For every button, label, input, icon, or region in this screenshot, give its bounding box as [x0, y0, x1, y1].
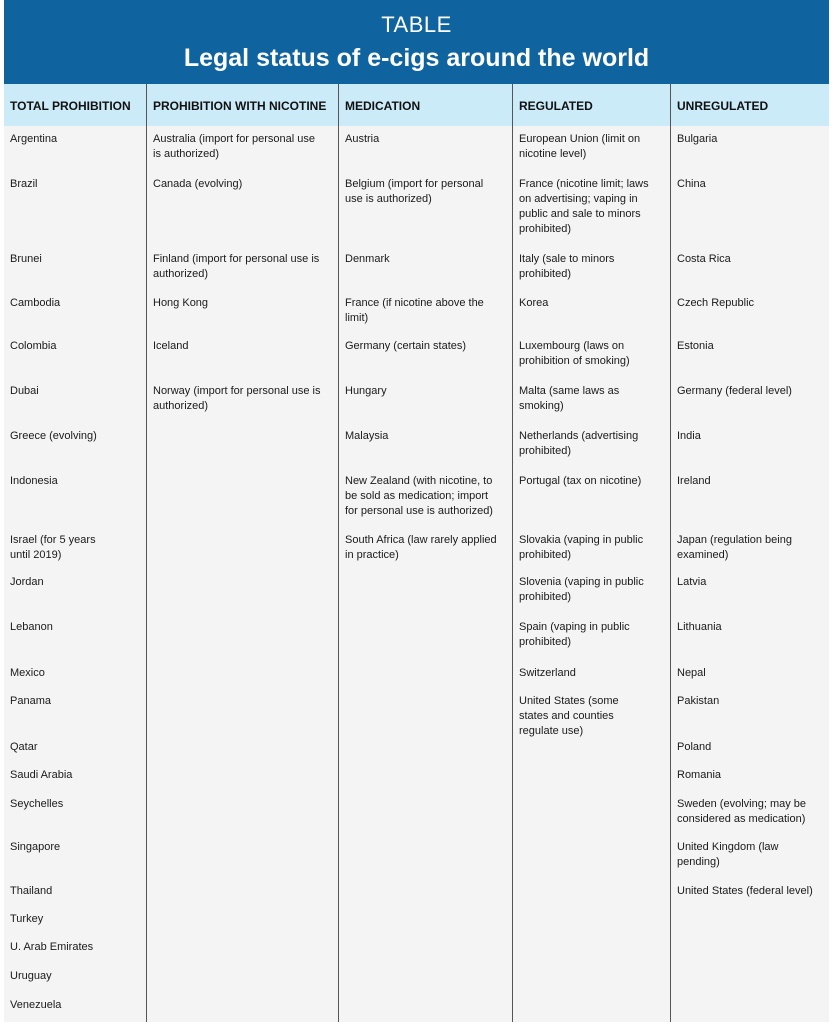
table-cell: Belgium (import for personal use is authorized): [345, 178, 484, 205]
table-cell: U. Arab Emirates: [10, 941, 94, 953]
table-cell: Costa Rica: [677, 253, 731, 265]
table-cell: Thailand: [10, 885, 53, 897]
table-cell: Germany (federal level): [677, 385, 792, 397]
table-kicker: TABLE: [381, 12, 452, 37]
column-divider: [146, 84, 147, 1022]
table-cell: Australia (import for personal use is authorized): [153, 133, 316, 160]
table-cell: United States (some states and counties regulate use): [519, 695, 619, 737]
table-cell: Nepal: [677, 667, 706, 679]
table-cell: Slovenia (vaping in public prohibited): [519, 576, 644, 603]
table-cell: Lebanon: [10, 621, 53, 633]
table-cell: Hungary: [345, 385, 387, 397]
table-cell: Korea: [519, 297, 549, 309]
table-cell: Panama: [10, 695, 51, 707]
table-cell: Denmark: [345, 253, 390, 265]
table-cell: Latvia: [677, 576, 707, 588]
table-cell: Turkey: [10, 913, 44, 925]
table-cell: South Africa (law rarely applied in practice): [345, 534, 497, 561]
table-cell: Hong Kong: [153, 297, 209, 309]
table-cell: India: [677, 430, 701, 442]
table-cell: China: [677, 178, 706, 190]
table-cell: Malta (same laws as smoking): [519, 385, 620, 412]
table-cell: Colombia: [10, 340, 57, 352]
table-cell: Austria: [345, 133, 380, 145]
table-cell: Lithuania: [677, 621, 722, 633]
table-cell: Israel (for 5 years until 2019): [10, 534, 96, 561]
table-cell: New Zealand (with nicotine, to be sold as medication; import for personal use is authorized): [345, 475, 493, 517]
table-cell: Switzerland: [519, 667, 576, 679]
table-cell: Qatar: [10, 741, 38, 753]
table-header-banner: [4, 0, 829, 84]
table-cell: Brazil: [10, 178, 38, 190]
table-cell: Bulgaria: [677, 133, 718, 145]
column-divider: [338, 84, 339, 1022]
table-cell: Sweden (evolving; may be considered as medication): [677, 798, 807, 825]
table-cell: Indonesia: [10, 475, 58, 487]
table-cell: Norway (import for personal use is authorized): [153, 385, 321, 412]
table-cell: Malaysia: [345, 430, 389, 442]
table-cell: Seychelles: [10, 798, 64, 810]
table-cell: United States (federal level): [677, 885, 813, 897]
table-cell: Iceland: [153, 340, 189, 352]
column-divider: [670, 84, 671, 1022]
table-cell: Slovakia (vaping in public prohibited): [519, 534, 644, 561]
table-cell: Mexico: [10, 667, 45, 679]
table-cell: Estonia: [677, 340, 714, 352]
table-cell: Saudi Arabia: [10, 769, 73, 781]
table-cell: Argentina: [10, 133, 58, 145]
table-cell: Dubai: [10, 385, 39, 397]
table-cell: Jordan: [10, 576, 44, 588]
table-cell: Italy (sale to minors prohibited): [519, 253, 615, 280]
table-cell: Ireland: [677, 475, 711, 487]
table-cell: Japan (regulation being examined): [677, 534, 792, 561]
table-cell: Singapore: [10, 841, 61, 853]
table-cell: France (if nicotine above the limit): [345, 297, 484, 324]
table-cell: Greece (evolving): [10, 430, 97, 442]
table-cell: Germany (certain states): [345, 340, 467, 352]
table-title: Legal status of e-cigs around the world: [183, 44, 650, 72]
column-heading-total-prohibition: TOTAL PROHIBITION: [10, 99, 131, 113]
table-cell: France (nicotine limit; laws on advertising; vaping in public and sale to minors prohibited): [519, 178, 649, 235]
table-cell: Spain (vaping in public prohibited): [519, 621, 630, 648]
table-cell: Portugal (tax on nicotine): [519, 475, 642, 487]
table-cell: Romania: [677, 769, 722, 781]
table-cell: Poland: [677, 741, 712, 753]
table-cell: Finland (import for personal use is authorized): [153, 253, 320, 280]
table-cell: Cambodia: [10, 297, 61, 309]
table-cell: Czech Republic: [677, 297, 755, 309]
column-heading-unregulated: UNREGULATED: [677, 99, 769, 113]
table-cell: United Kingdom (law pending): [677, 841, 779, 868]
table-cell: Brunei: [10, 253, 42, 265]
table-cell: Pakistan: [677, 695, 720, 707]
column-heading-prohibition-with-nicotine: PROHIBITION WITH NICOTINE: [153, 99, 327, 113]
table-cell: European Union (limit on nicotine level): [519, 133, 641, 160]
table-cell: Uruguay: [10, 970, 52, 982]
column-heading-regulated: REGULATED: [519, 99, 593, 113]
column-heading-medication: MEDICATION: [345, 99, 421, 113]
table-cell: Luxembourg (laws on prohibition of smoking): [519, 340, 630, 367]
table-cell: Venezuela: [10, 999, 62, 1011]
table-cell: Netherlands (advertising prohibited): [519, 430, 639, 457]
table-cell: Canada (evolving): [153, 178, 243, 190]
column-divider: [512, 84, 513, 1022]
